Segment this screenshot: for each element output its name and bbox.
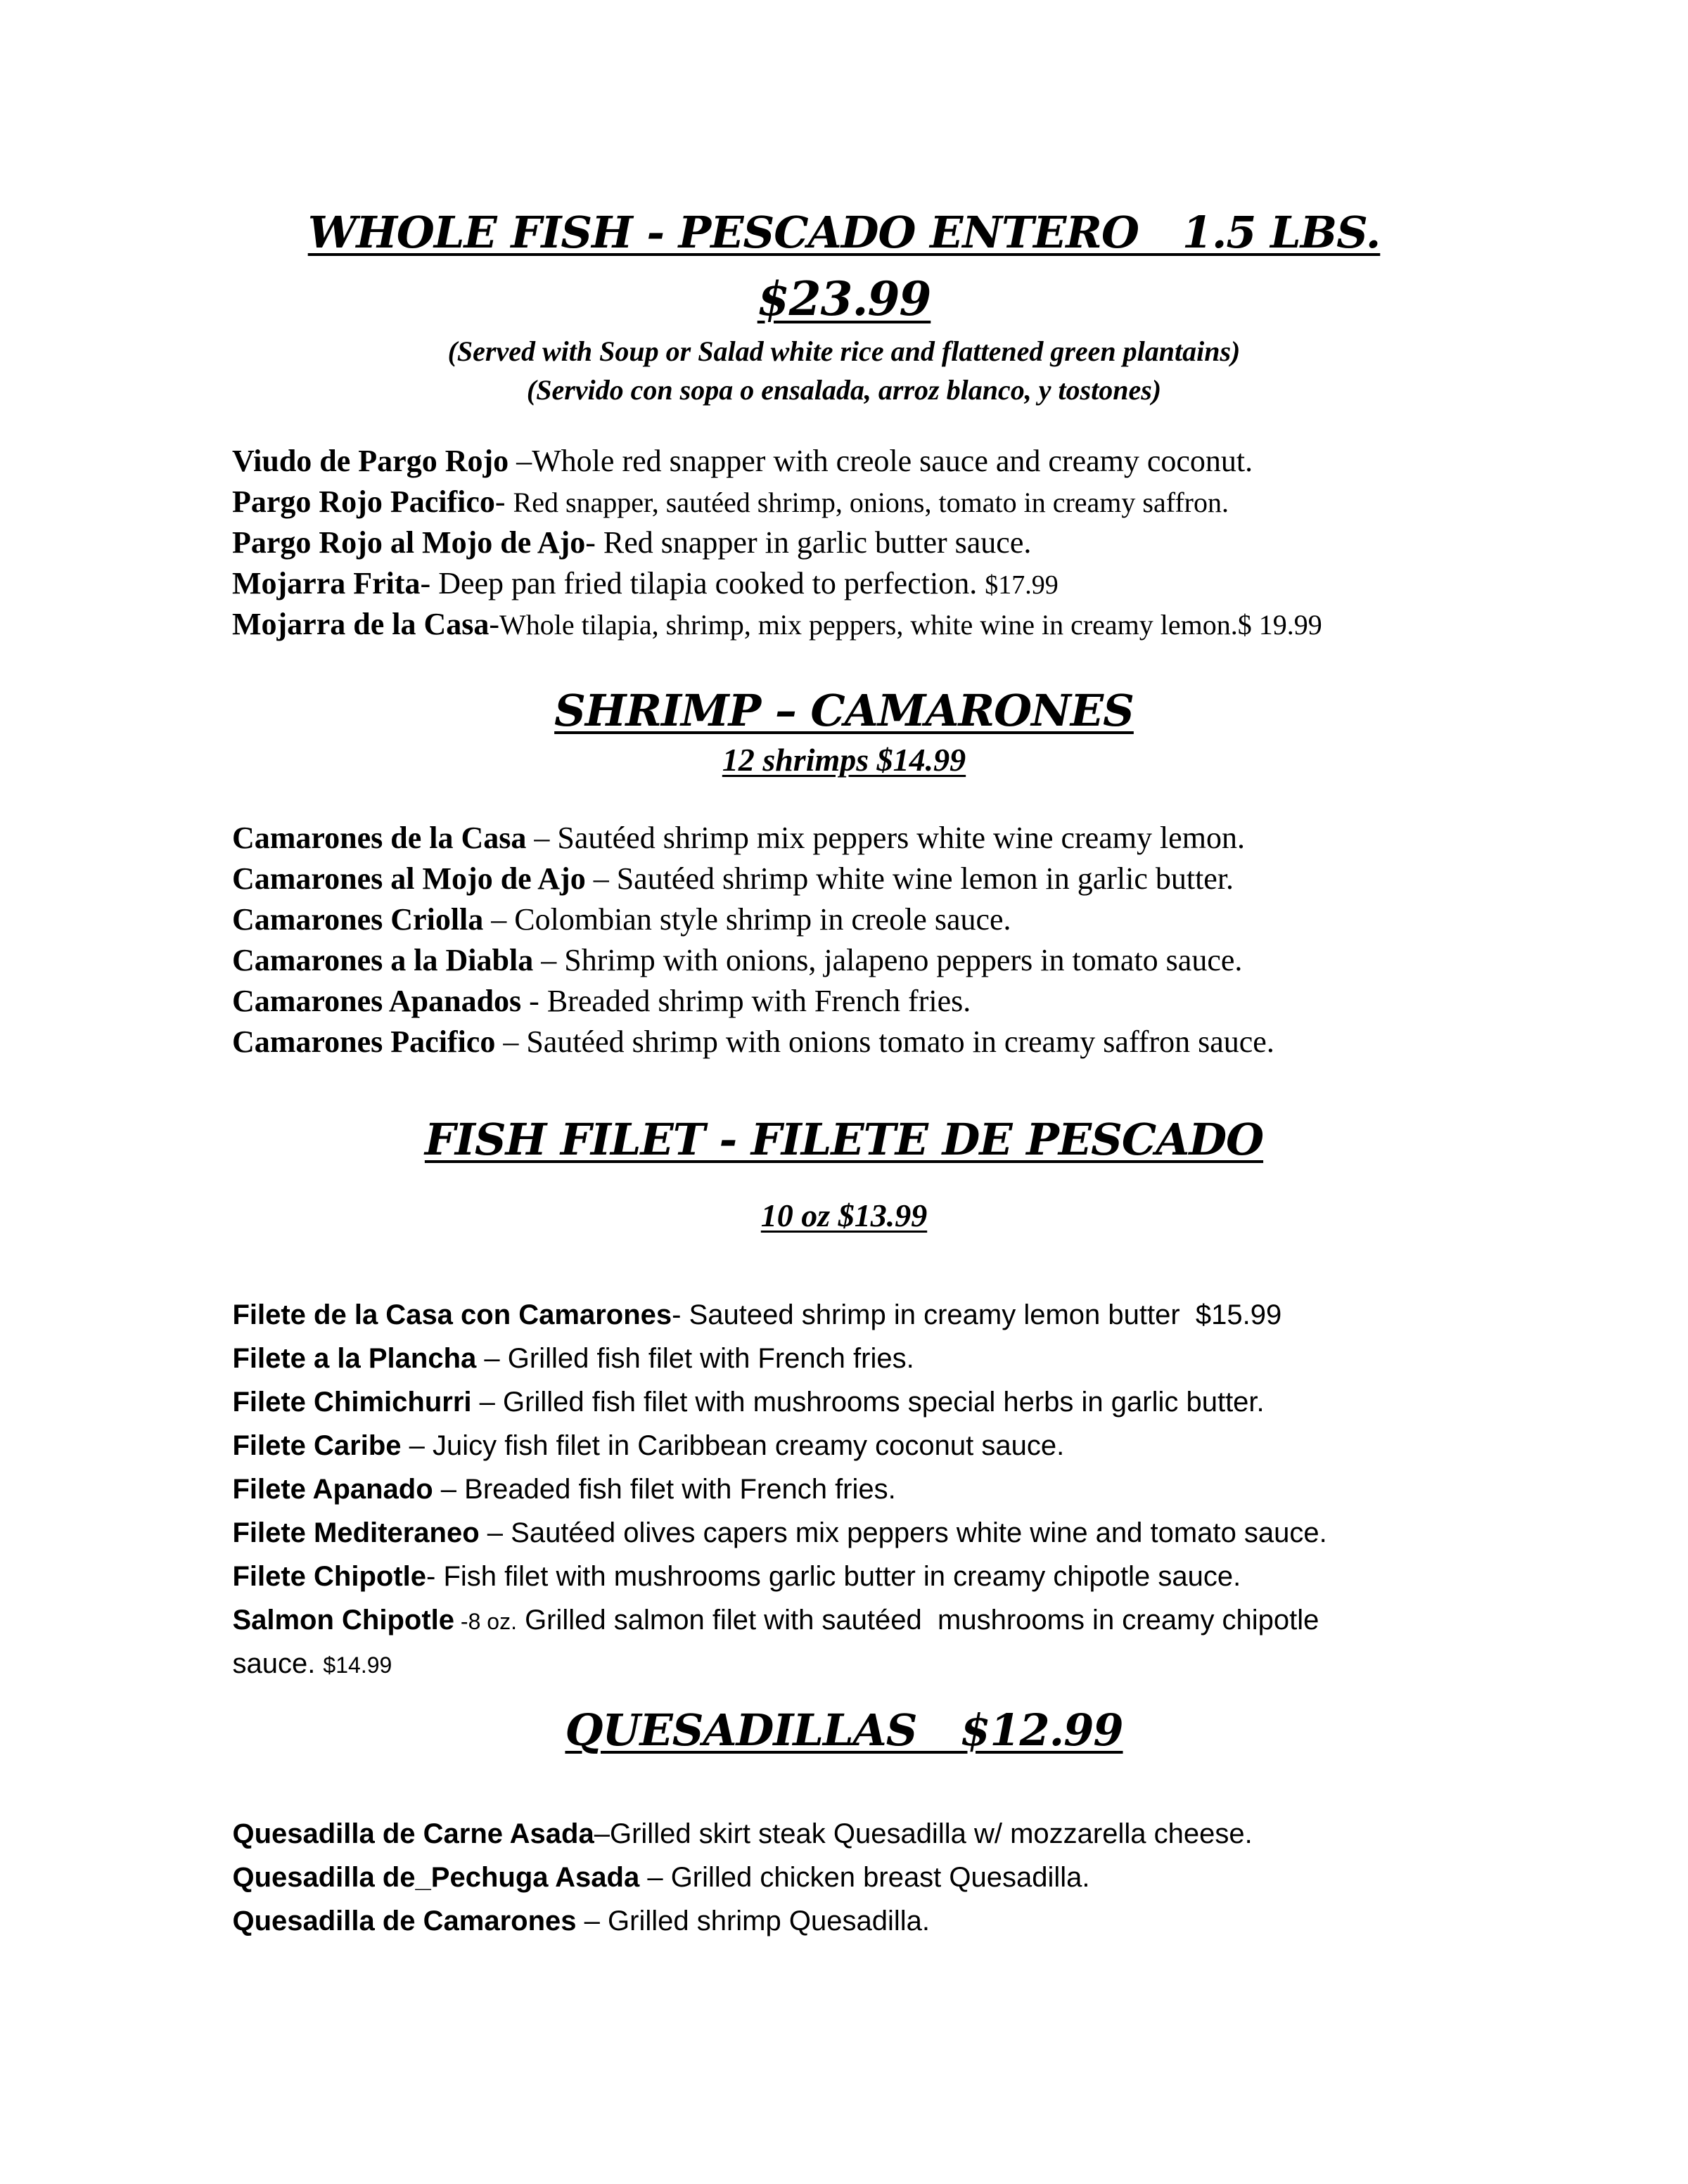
menu-item: Camarones a la Diabla – Shrimp with onions, jalapeno peppers in tomato sauce. bbox=[232, 943, 1243, 977]
menu-item: Camarones Criolla – Colombian style shrimp in creole sauce. bbox=[232, 902, 1011, 937]
menu-item: Camarones al Mojo de Ajo – Sautéed shrimp white wine lemon in garlic butter. bbox=[232, 861, 1234, 896]
whole-fish-price: $23.99 bbox=[757, 271, 931, 326]
shrimp-subtitle: 12 shrimps $14.99 bbox=[722, 742, 966, 778]
item-price: $14.99 bbox=[323, 1652, 392, 1678]
menu-item: Filete a la Plancha – Grilled fish filet with French fries. bbox=[232, 1343, 914, 1374]
item-name: Mojarra Frita bbox=[232, 566, 421, 600]
item-name: Quesadilla de Carne Asada bbox=[232, 1818, 594, 1849]
menu-item: Camarones de la Casa – Sautéed shrimp mix peppers white wine creamy lemon. bbox=[232, 821, 1245, 855]
item-name: Camarones Pacifico bbox=[232, 1024, 496, 1059]
menu-item: Quesadilla de_Pechuga Asada – Grilled chicken breast Quesadilla. bbox=[232, 1862, 1090, 1893]
item-name: Viudo de Pargo Rojo bbox=[232, 444, 509, 478]
item-description: Grilled fish filet with mushrooms special herbs in garlic butter. bbox=[503, 1387, 1265, 1418]
fish-filet-title: FISH FILET - FILETE DE PESCADO bbox=[424, 1114, 1264, 1165]
item-description: Red snapper in garlic butter sauce. bbox=[603, 525, 1032, 560]
menu-item: Viudo de Pargo Rojo –Whole red snapper with creole sauce and creamy coconut. bbox=[232, 444, 1253, 478]
item-description: Sautéed olives capers mix peppers white wine and tomato sauce. bbox=[511, 1517, 1327, 1548]
menu-item: Filete Apanado – Breaded fish filet with French fries. bbox=[232, 1474, 896, 1505]
menu-item: Filete Chimichurri – Grilled fish filet with mushrooms special herbs in garlic butter. bbox=[232, 1387, 1265, 1418]
menu-item: Mojarra de la Casa-Whole tilapia, shrimp, mix peppers, white wine in creamy lemon.$ 19.99 bbox=[232, 607, 1322, 641]
item-description: Whole tilapia, shrimp, mix peppers, white wine in creamy lemon. bbox=[499, 609, 1238, 641]
item-description: Grilled skirt steak Quesadilla w/ mozzarella cheese. bbox=[609, 1818, 1253, 1849]
item-description: Breaded fish filet with French fries. bbox=[464, 1474, 896, 1505]
item-name: Camarones Criolla bbox=[232, 902, 484, 937]
item-description: Sauteed shrimp in creamy lemon butter $15.99 bbox=[689, 1299, 1282, 1330]
item-name: Quesadilla de Camarones bbox=[232, 1906, 577, 1936]
item-description: Deep pan fried tilapia cooked to perfection. bbox=[438, 566, 985, 600]
item-description: Fish filet with mushrooms garlic butter in creamy chipotle sauce. bbox=[443, 1561, 1241, 1592]
menu-item: Camarones Pacifico – Sautéed shrimp with onions tomato in creamy saffron sauce. bbox=[232, 1024, 1274, 1059]
menu-item: Pargo Rojo al Mojo de Ajo- Red snapper in garlic butter sauce. bbox=[232, 525, 1032, 560]
item-description: Shrimp with onions, jalapeno peppers in tomato sauce. bbox=[564, 943, 1243, 977]
item-name: Salmon Chipotle bbox=[232, 1605, 455, 1636]
menu-item: Quesadilla de Carne Asada–Grilled skirt steak Quesadilla w/ mozzarella cheese. bbox=[232, 1818, 1253, 1849]
item-name: Mojarra de la Casa bbox=[232, 607, 490, 641]
item-description: Sautéed shrimp mix peppers white wine creamy lemon. bbox=[557, 821, 1245, 855]
menu-item: Salmon Chipotle -8 oz. Grilled salmon filet with sautéed mushrooms in creamy chipotle bbox=[232, 1605, 1319, 1636]
item-name: Camarones al Mojo de Ajo bbox=[232, 861, 586, 896]
menu-item: Filete Chipotle- Fish filet with mushrooms garlic butter in creamy chipotle sauce. bbox=[232, 1561, 1241, 1592]
item-description: Colombian style shrimp in creole sauce. bbox=[514, 902, 1011, 937]
item-description: Breaded shrimp with French fries. bbox=[546, 984, 971, 1018]
fish-filet-subtitle: 10 oz $13.99 bbox=[760, 1197, 928, 1233]
menu-item: Filete Mediteraneo – Sautéed olives capers mix peppers white wine and tomato sauce. bbox=[232, 1517, 1327, 1548]
item-name: Camarones a la Diabla bbox=[232, 943, 534, 977]
item-description: Sautéed shrimp with onions tomato in creamy saffron sauce. bbox=[526, 1024, 1274, 1059]
item-description: Grilled salmon filet with sautéed mushrooms in creamy chipotle bbox=[516, 1605, 1319, 1636]
item-name: Filete Chipotle bbox=[232, 1561, 427, 1592]
item-price: $ 19.99 bbox=[1237, 609, 1322, 641]
item-description: Juicy fish filet in Caribbean creamy coconut sauce. bbox=[433, 1430, 1065, 1461]
item-description: Grilled chicken breast Quesadilla. bbox=[670, 1862, 1090, 1893]
item-name: Filete Chimichurri bbox=[232, 1387, 472, 1418]
quesadillas-title: QUESADILLAS $12.99 bbox=[565, 1704, 1123, 1756]
item-name: Filete de la Casa con Camarones bbox=[232, 1299, 672, 1330]
item-description: Whole red snapper with creole sauce and creamy coconut. bbox=[532, 444, 1253, 478]
menu-item-continuation bbox=[201, 1621, 392, 1706]
item-name: Quesadilla de_Pechuga Asada bbox=[232, 1862, 640, 1893]
item-note: 8 oz. bbox=[468, 1609, 517, 1634]
item-description: sauce. bbox=[232, 1648, 324, 1679]
menu-item: Quesadilla de Camarones – Grilled shrimp Quesadilla. bbox=[232, 1906, 930, 1936]
menu-item: Camarones Apanados - Breaded shrimp with French fries. bbox=[232, 984, 971, 1018]
item-name: Filete Caribe bbox=[232, 1430, 402, 1461]
item-name: Filete Mediteraneo bbox=[232, 1517, 480, 1548]
item-name: Camarones de la Casa bbox=[232, 821, 527, 855]
menu-item: Filete de la Casa con Camarones- Sauteed shrimp in creamy lemon butter $15.99 bbox=[232, 1299, 1282, 1330]
item-price: $17.99 bbox=[985, 570, 1059, 600]
menu-item: Pargo Rojo Pacifico- Red snapper, sautéed shrimp, onions, tomato in creamy saffron. bbox=[232, 484, 1229, 519]
item-name: Pargo Rojo Pacifico bbox=[232, 484, 495, 519]
item-name: Filete a la Plancha bbox=[232, 1343, 477, 1374]
item-description: Grilled fish filet with French fries. bbox=[507, 1343, 914, 1374]
shrimp-title: SHRIMP – CAMARONES bbox=[554, 685, 1134, 736]
item-description: Sautéed shrimp white wine lemon in garlic butter. bbox=[616, 861, 1234, 896]
served-with-english: (Served with Soup or Salad white rice and flattened green plantains) bbox=[447, 335, 1241, 367]
menu-item: Mojarra Frita- Deep pan fried tilapia cooked to perfection. $17.99 bbox=[232, 566, 1059, 600]
whole-fish-title: WHOLE FISH - PESCADO ENTERO 1.5 LBS. bbox=[307, 207, 1381, 258]
item-name: Filete Apanado bbox=[232, 1474, 433, 1505]
item-name: Pargo Rojo al Mojo de Ajo bbox=[232, 525, 586, 560]
item-description: Grilled shrimp Quesadilla. bbox=[608, 1906, 930, 1936]
served-with-spanish: (Servido con sopa o ensalada, arroz blanco, y tostones) bbox=[526, 374, 1162, 406]
item-description: Red snapper, sautéed shrimp, onions, tomato in creamy saffron. bbox=[513, 487, 1229, 518]
menu-item: Filete Caribe – Juicy fish filet in Caribbean creamy coconut sauce. bbox=[232, 1430, 1065, 1461]
item-name: Camarones Apanados bbox=[232, 984, 522, 1018]
